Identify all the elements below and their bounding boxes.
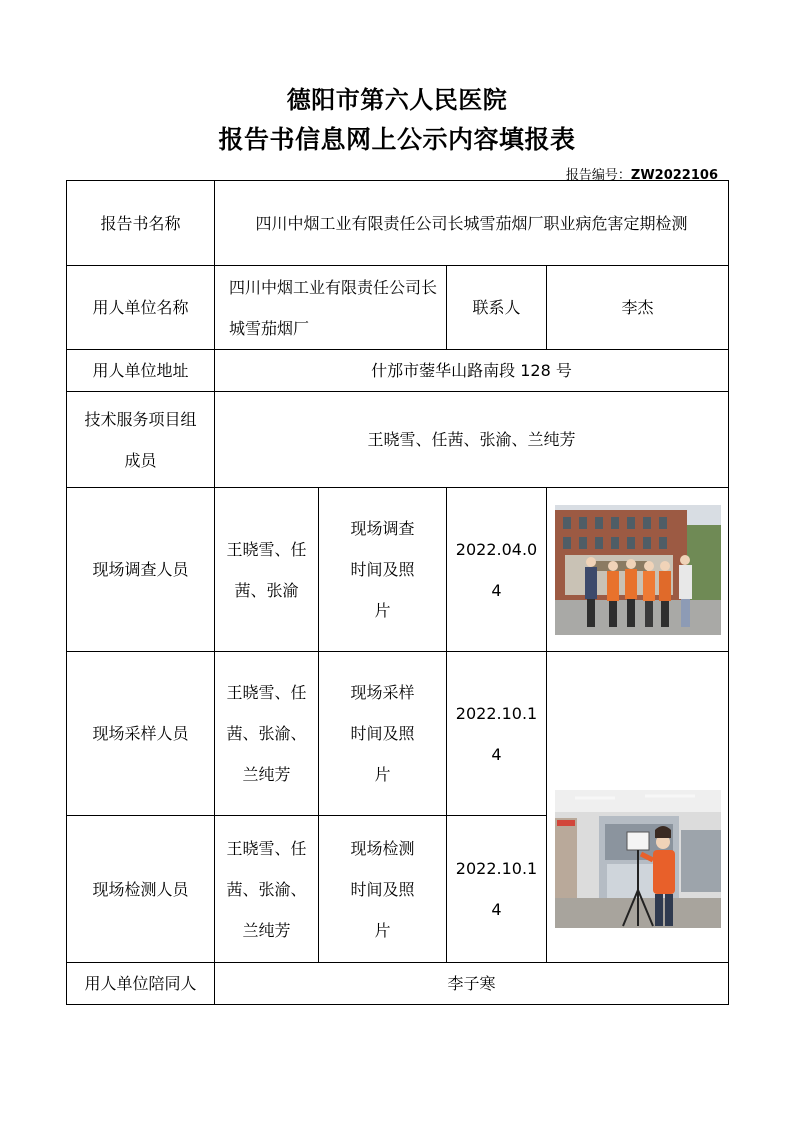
report-number-label: 报告编号： bbox=[565, 168, 631, 183]
escort-value: 李子寒 bbox=[215, 963, 729, 1005]
contact-value: 李杰 bbox=[547, 266, 729, 350]
sampling-label: 现场采样人员 bbox=[67, 652, 215, 816]
escort-label: 用人单位陪同人 bbox=[67, 963, 215, 1005]
testing-time-label: 现场检测时间及照片 bbox=[319, 816, 447, 963]
sampling-time-label: 现场采样时间及照片 bbox=[319, 652, 447, 816]
testing-label: 现场检测人员 bbox=[67, 816, 215, 963]
team-members-value: 王晓雪、任茜、张渝、兰纯芳 bbox=[215, 392, 729, 488]
document-subtitle: 报告书信息网上公示内容填报表 bbox=[218, 125, 576, 154]
report-name-value: 四川中烟工业有限责任公司长城雪茄烟厂职业病危害定期检测 bbox=[215, 181, 729, 266]
employer-address-value: 什邡市蓥华山路南段 128 号 bbox=[215, 350, 729, 392]
employer-name-value: 四川中烟工业有限责任公司长城雪茄烟厂 bbox=[215, 266, 447, 350]
survey-date: 2022.04.04 bbox=[447, 488, 547, 652]
group-photo-image bbox=[555, 505, 721, 635]
report-name-label: 报告书名称 bbox=[67, 181, 215, 266]
sampling-testing-photo-cell bbox=[547, 652, 729, 963]
document-title: 德阳市第六人民医院 bbox=[286, 86, 508, 114]
survey-photo bbox=[555, 505, 721, 635]
survey-people: 王晓雪、任茜、张渝 bbox=[215, 488, 319, 652]
survey-time-label: 现场调查时间及照片 bbox=[319, 488, 447, 652]
employer-name-label: 用人单位名称 bbox=[67, 266, 215, 350]
sampling-people: 王晓雪、任茜、张渝、兰纯芳 bbox=[215, 652, 319, 816]
info-table bbox=[66, 180, 729, 1005]
employer-address-label: 用人单位地址 bbox=[67, 350, 215, 392]
report-number-value: ZW2022106 bbox=[630, 168, 718, 183]
team-members-label: 技术服务项目组成员 bbox=[67, 392, 215, 488]
testing-people: 王晓雪、任茜、张渝、兰纯芳 bbox=[215, 816, 319, 963]
testing-date: 2022.10.14 bbox=[447, 816, 547, 963]
survey-label: 现场调查人员 bbox=[67, 488, 215, 652]
sampling-date: 2022.10.14 bbox=[447, 652, 547, 816]
testing-photo bbox=[555, 790, 721, 928]
field-testing-image bbox=[555, 790, 721, 928]
survey-photo-cell bbox=[547, 488, 729, 652]
contact-label: 联系人 bbox=[447, 266, 547, 350]
